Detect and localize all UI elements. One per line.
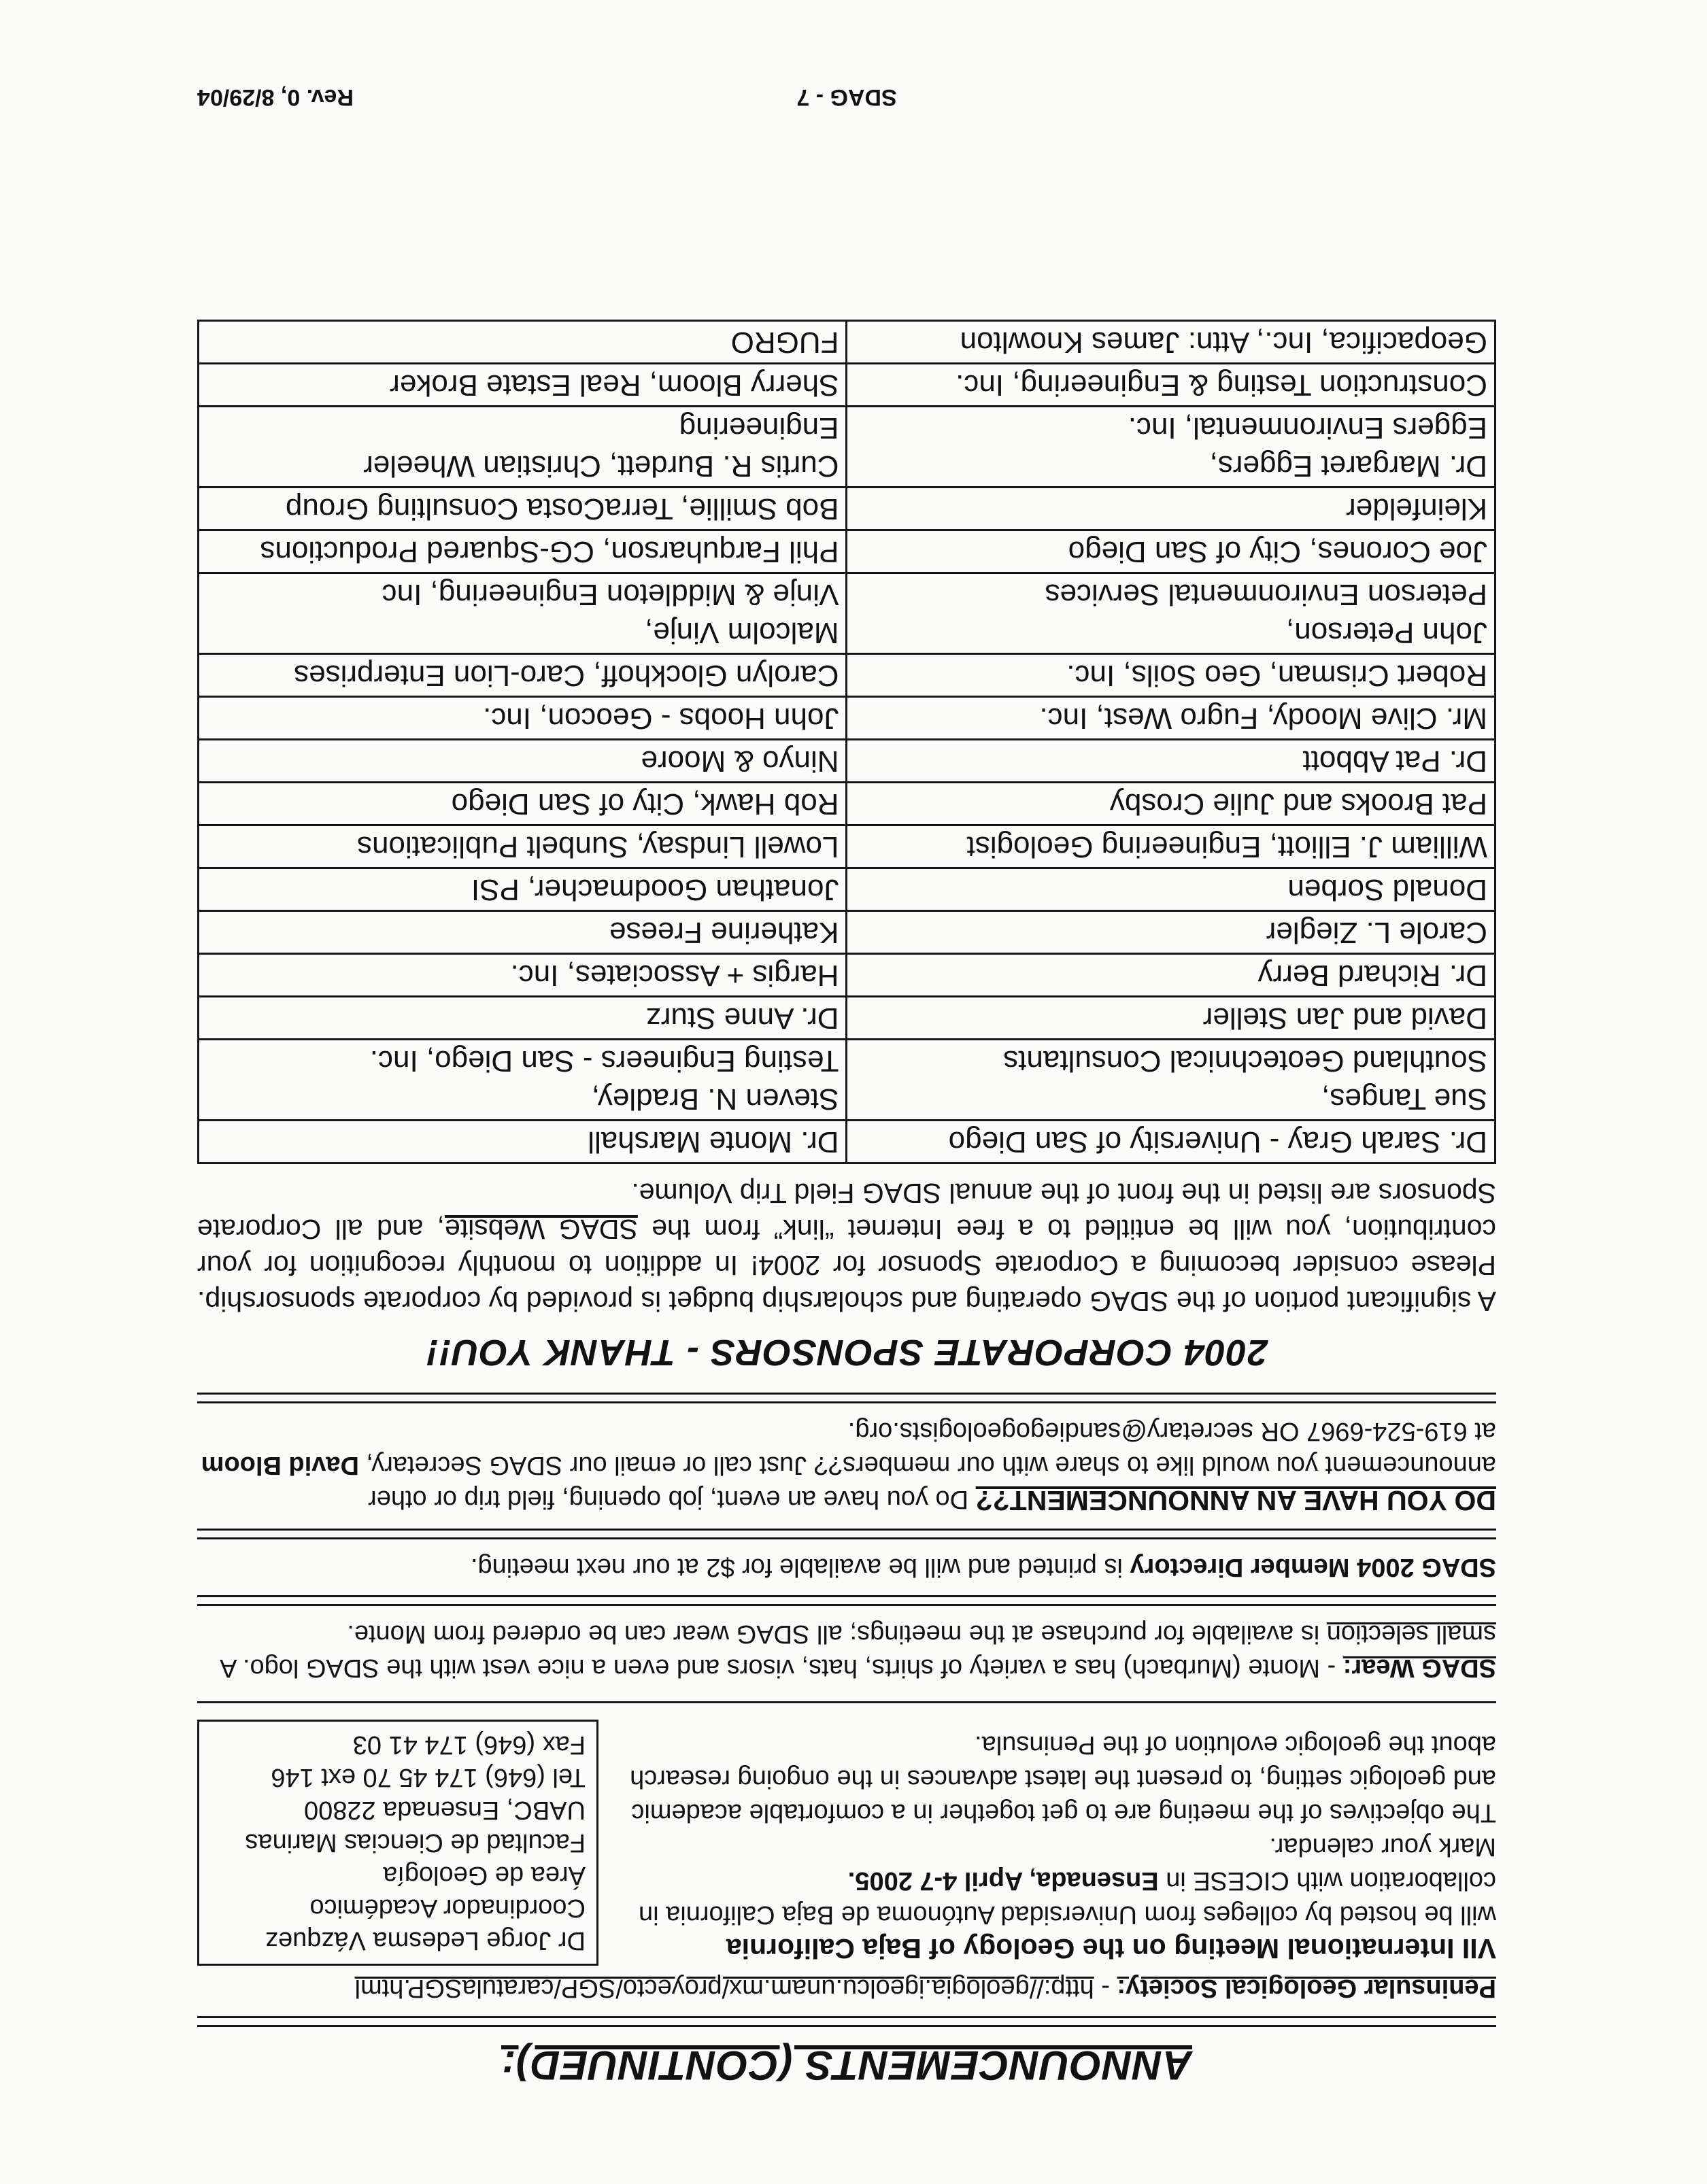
- contact-line: UABC, Ensenada 22800: [303, 1796, 586, 1824]
- wear-label: SDAG Wear:: [1342, 1654, 1496, 1682]
- directory-bold: SDAG 2004 Member Directory: [1130, 1553, 1496, 1582]
- divider: [197, 1701, 1496, 1703]
- sponsor-row: [199, 911, 1495, 954]
- contact-line: Dr Jorge Ledesma Vázquez: [265, 1926, 586, 1955]
- announcement-label: DO YOU HAVE AN ANNOUNCEMENT??: [975, 1485, 1496, 1516]
- sponsor-cell: Bob Smillie, TerraCosta Consulting Group: [199, 488, 847, 530]
- contact-line: Fax (646) 174 41 03: [352, 1730, 586, 1759]
- meeting-text-part1: will be hosted by colleges from Universidad Autónoma de Baja California in collaboration with CICESE in: [638, 1866, 1496, 1929]
- sponsor-cell: Jonathan Goodmacher, PSI: [199, 868, 847, 911]
- directory-text: [197, 1550, 1496, 1584]
- sponsor-cell: Carolyn Glockhoff, Caro-Lion Enterprises: [199, 654, 847, 697]
- sponsor-cell: Dr. Margaret Eggers, Eggers Environmental, Inc.: [847, 407, 1495, 488]
- page-title: ANNOUNCEMENTS (CONTINUED):: [501, 2043, 1192, 2088]
- pgs-line: [197, 1971, 1496, 2005]
- pgs-sep: -: [1094, 1974, 1117, 2002]
- meeting-text: [626, 1864, 1496, 1932]
- contact-line: Tel (646) 174 45 70 ext 146: [271, 1763, 586, 1792]
- meeting-objectives: The objectives of the meeting are to get together in a comfortable academic and geologic setting, to present the latest advances in the ongoing research about the geologic evolution of the Peninsula.: [630, 1730, 1496, 1827]
- sponsors-intro-part2: , and all Corporate Sponsors are listed in the front of the annual SDAG Field Trip Volume.: [197, 1178, 1496, 1245]
- sponsor-row: [199, 654, 1495, 697]
- sponsor-cell: Kleinfelder: [847, 488, 1495, 530]
- contact-line: Facultad de Ciencias Marinas: [245, 1828, 586, 1857]
- sponsor-cell: William J. Elliott, Engineering Geologist: [847, 825, 1495, 868]
- sponsor-cell: Ninyo & Moore: [199, 740, 847, 783]
- sponsor-cell: Pat Brooks and Julie Crosby: [847, 783, 1495, 825]
- sponsors-intro-part1: A significant portion of the SDAG operating and scholarship budget is provided by corporate sponsorship. Please consider becoming a Corporate Sponsor for 2004! In addition to monthly recognition for your contribution, you will be entitled to a free Internet “link” from the: [197, 1214, 1496, 1317]
- directory-section: [197, 1546, 1496, 1588]
- meeting-date: Ensenada, April 4-7 2005.: [847, 1866, 1159, 1895]
- sponsor-cell: Sherry Bloom, Real Estate Broker: [199, 364, 847, 407]
- sponsor-cell: Steven N. Bradley, Testing Engineers - San Diego, Inc.: [199, 1040, 847, 1121]
- pgs-description: [626, 1728, 1496, 1966]
- calendar-note: Mark your calendar.: [1269, 1832, 1496, 1861]
- sponsor-row: [199, 573, 1495, 654]
- sponsor-row: [199, 868, 1495, 911]
- sponsor-cell: Mr. Clive Moody, Fugro West, Inc.: [847, 697, 1495, 740]
- contact-box: [197, 1720, 598, 1966]
- wear-text-part1: - Monte (Murbach) has a variety of shirts, hats, visors and even a nice vest with the SDAG logo. A: [221, 1654, 1343, 1682]
- sponsor-row: [199, 825, 1495, 868]
- sponsor-cell: David and Jan Steller: [847, 997, 1495, 1040]
- sponsor-cell: Donald Sorben: [847, 868, 1495, 911]
- contact-line: Coordinador Académico: [309, 1894, 586, 1922]
- divider: [197, 2016, 1496, 2027]
- pgs-label: Peninsular Geological Society:: [1117, 1974, 1496, 2002]
- wear-section: [197, 1613, 1496, 1689]
- sponsor-cell: FUGRO: [199, 321, 847, 364]
- sponsor-cell: Dr. Monte Marshall: [199, 1121, 847, 1163]
- pgs-block: [197, 1720, 1496, 1966]
- sponsor-cell: Dr. Pat Abbott: [847, 740, 1495, 783]
- sponsor-cell: Joe Corones, City of San Diego: [847, 530, 1495, 573]
- announcement-text: [197, 1414, 1496, 1518]
- contact-line: Área de Geología: [383, 1861, 586, 1890]
- sponsor-row: [199, 321, 1495, 364]
- sponsors-intro: [197, 1175, 1496, 1319]
- sponsor-row: [199, 740, 1495, 783]
- pgs-section: [197, 1716, 1496, 2009]
- sponsor-cell: Geopacifica, Inc., Attn: James Knowlton: [847, 321, 1495, 364]
- sponsor-cell: Hargis + Associates, Inc.: [199, 954, 847, 997]
- sponsor-row: [199, 997, 1495, 1040]
- directory-text-part: is printed and will be available for $2 at our next meeting.: [470, 1553, 1130, 1582]
- sponsor-cell: Dr. Sarah Gray - University of San Diego: [847, 1121, 1495, 1163]
- document-body: [197, 320, 1496, 2089]
- sponsor-row: [199, 488, 1495, 530]
- sponsor-row: [199, 407, 1495, 488]
- pgs-url-link[interactable]: http://geologia.igeolcu.unam.mx/proyecto/SGP/caratulaSGP.html: [354, 1974, 1094, 2002]
- sponsors-title: 2004 CORPORATE SPONSORS - THANK YOU!!: [425, 1332, 1268, 1373]
- sponsor-cell: John Hoobs - Geocon, Inc.: [199, 697, 847, 740]
- sponsor-cell: Curtis R. Burdett, Christian Wheeler Engineering: [199, 407, 847, 488]
- sdag-website-link[interactable]: SDAG Website: [445, 1214, 638, 1245]
- sponsor-row: [199, 783, 1495, 825]
- sponsor-cell: Dr. Anne Sturz: [199, 997, 847, 1040]
- sponsor-row: [199, 697, 1495, 740]
- secretary-name: David Bloom: [201, 1451, 359, 1480]
- sponsor-cell: Construction Testing & Engineering, Inc.: [847, 364, 1495, 407]
- announcement-text-part2: at 619-524-6967 OR secretary@sandiegogeologists.org.: [847, 1417, 1496, 1446]
- sponsors-table: [197, 320, 1496, 1164]
- sponsor-row: [199, 530, 1495, 573]
- divider: [197, 1595, 1496, 1606]
- sponsor-cell: Phil Farquharson, CG-Squared Productions: [199, 530, 847, 573]
- divider: [197, 1529, 1496, 1539]
- sponsor-row: [199, 364, 1495, 407]
- sponsor-cell: Sue Tanges, Southland Geotechnical Consultants: [847, 1040, 1495, 1121]
- sponsor-cell: Malcolm Vinje, Vinje & Middleton Engineering, Inc: [199, 573, 847, 654]
- sponsor-cell: Lowell Lindsay, Sunbelt Publications: [199, 825, 847, 868]
- announcement-section: [197, 1410, 1496, 1522]
- wear-text-part2: is available for purchase at the meetings; all SDAG wear can be ordered from Monte.: [347, 1620, 1327, 1648]
- sponsor-row: [199, 1040, 1495, 1121]
- revision-label: Rev. 0, 8/29/04: [197, 84, 354, 110]
- divider: [197, 1393, 1496, 1403]
- meeting-heading: VII International Meeting on the Geology of Baja California: [726, 1933, 1496, 1964]
- sponsor-cell: John Peterson, Peterson Environmental Services: [847, 573, 1495, 654]
- sponsor-row: [199, 1121, 1495, 1163]
- page-number: SDAG - 7: [796, 84, 897, 110]
- sponsors-table-body: [199, 321, 1495, 1163]
- sponsor-cell: Katherine Freese: [199, 911, 847, 954]
- wear-text: [197, 1617, 1496, 1685]
- sponsor-cell: Rob Hawk, City of San Diego: [199, 783, 847, 825]
- sponsor-cell: Robert Crisman, Geo Soils, Inc.: [847, 654, 1495, 697]
- sponsor-cell: Dr. Richard Berry: [847, 954, 1495, 997]
- announcement-text-part1: Do you have an event, job opening, field trip or other announcement you would like to share with our members?? Just call or email our SDAG Secretary,: [358, 1451, 1496, 1514]
- wear-text-underlined: small selection: [1326, 1620, 1496, 1648]
- sponsor-cell: Carole L. Ziegler: [847, 911, 1495, 954]
- sponsor-row: [199, 954, 1495, 997]
